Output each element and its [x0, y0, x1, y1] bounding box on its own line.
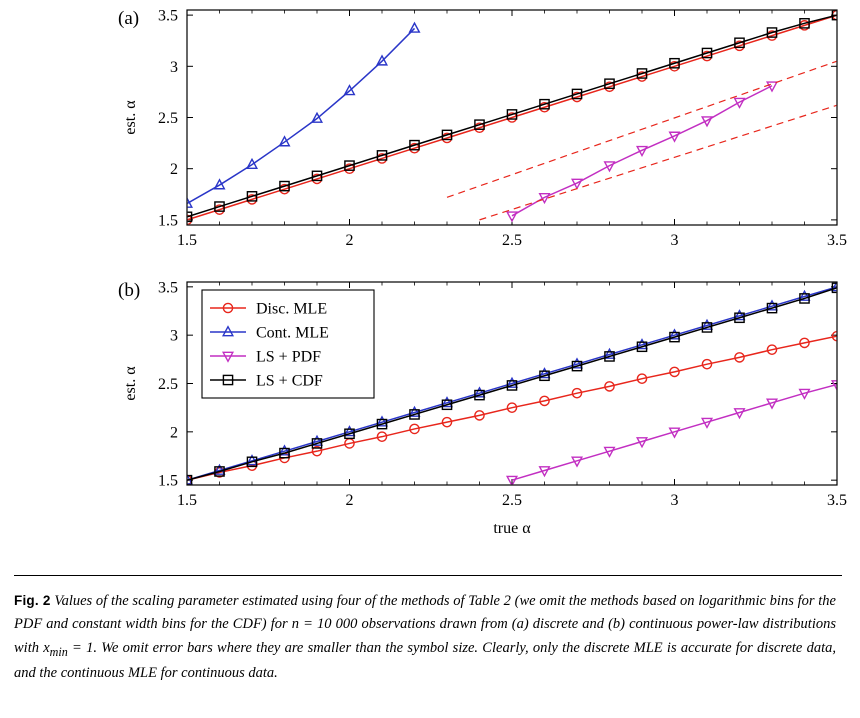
- caption-text: [14, 590, 836, 686]
- x-tick-label: 3.5: [827, 232, 847, 249]
- y-tick-label: 3.5: [158, 7, 178, 25]
- y-tick-label: 2.5: [158, 110, 178, 127]
- caption-x: x: [43, 639, 50, 656]
- legend-label: Disc. MLE: [256, 300, 328, 318]
- caption-part-3: observations drawn from (a) discrete and (b) continuous power-law distributions with: [14, 616, 837, 656]
- figure-caption: [0, 575, 860, 686]
- y-axis-label: est. α: [122, 366, 139, 401]
- x-tick-label: 2: [345, 492, 354, 509]
- caption-n-value: n = 10 000: [291, 616, 358, 633]
- caption-equals-one: = 1: [67, 639, 94, 656]
- x-axis-label: true α: [493, 520, 531, 537]
- x-tick-label: 2.5: [502, 232, 522, 249]
- y-tick-label: 1.5: [158, 472, 178, 490]
- y-tick-label: 3: [170, 327, 178, 345]
- y-tick-label: 1.5: [158, 212, 178, 230]
- y-tick-label: 2: [170, 161, 178, 179]
- x-tick-label: 1.5: [177, 232, 197, 249]
- x-tick-label: 1.5: [177, 492, 197, 509]
- caption-divider: [14, 575, 842, 576]
- caption-part-1: Values of the scaling parameter estimated using four of the methods of Table 2 (we omit the methods based on logarithmic bins for the PDF and constant width bins for the CDF) for: [14, 593, 836, 633]
- caption-xmin: [43, 639, 94, 659]
- legend-label: Cont. MLE: [256, 324, 329, 342]
- y-tick-label: 2: [170, 424, 178, 442]
- x-tick-label: 3: [670, 232, 679, 249]
- legend-label: LS + CDF: [256, 372, 323, 390]
- x-tick-label: 2.5: [502, 492, 522, 509]
- y-tick-label: 3: [170, 58, 178, 76]
- y-axis-label: est. α: [122, 100, 139, 135]
- caption-part-7: . We omit error bars where they are smaller than the symbol size. Clearly, only the discrete MLE is accurate for discrete data, and the continuous MLE for continuous data.: [14, 639, 836, 682]
- legend-label: LS + PDF: [256, 348, 322, 366]
- x-tick-label: 3: [670, 492, 679, 509]
- caption-min-sub: min: [49, 644, 68, 659]
- x-tick-label: 2: [345, 232, 354, 249]
- x-tick-label: 3.5: [827, 492, 847, 509]
- y-tick-label: 3.5: [158, 279, 178, 297]
- y-tick-label: 2.5: [158, 376, 178, 393]
- figure-number: Fig. 2: [14, 593, 51, 608]
- panel-label: (b): [118, 280, 141, 301]
- panel-panel-a: [118, 8, 847, 249]
- chart-legend: [202, 290, 374, 398]
- panel-label: (a): [118, 8, 140, 29]
